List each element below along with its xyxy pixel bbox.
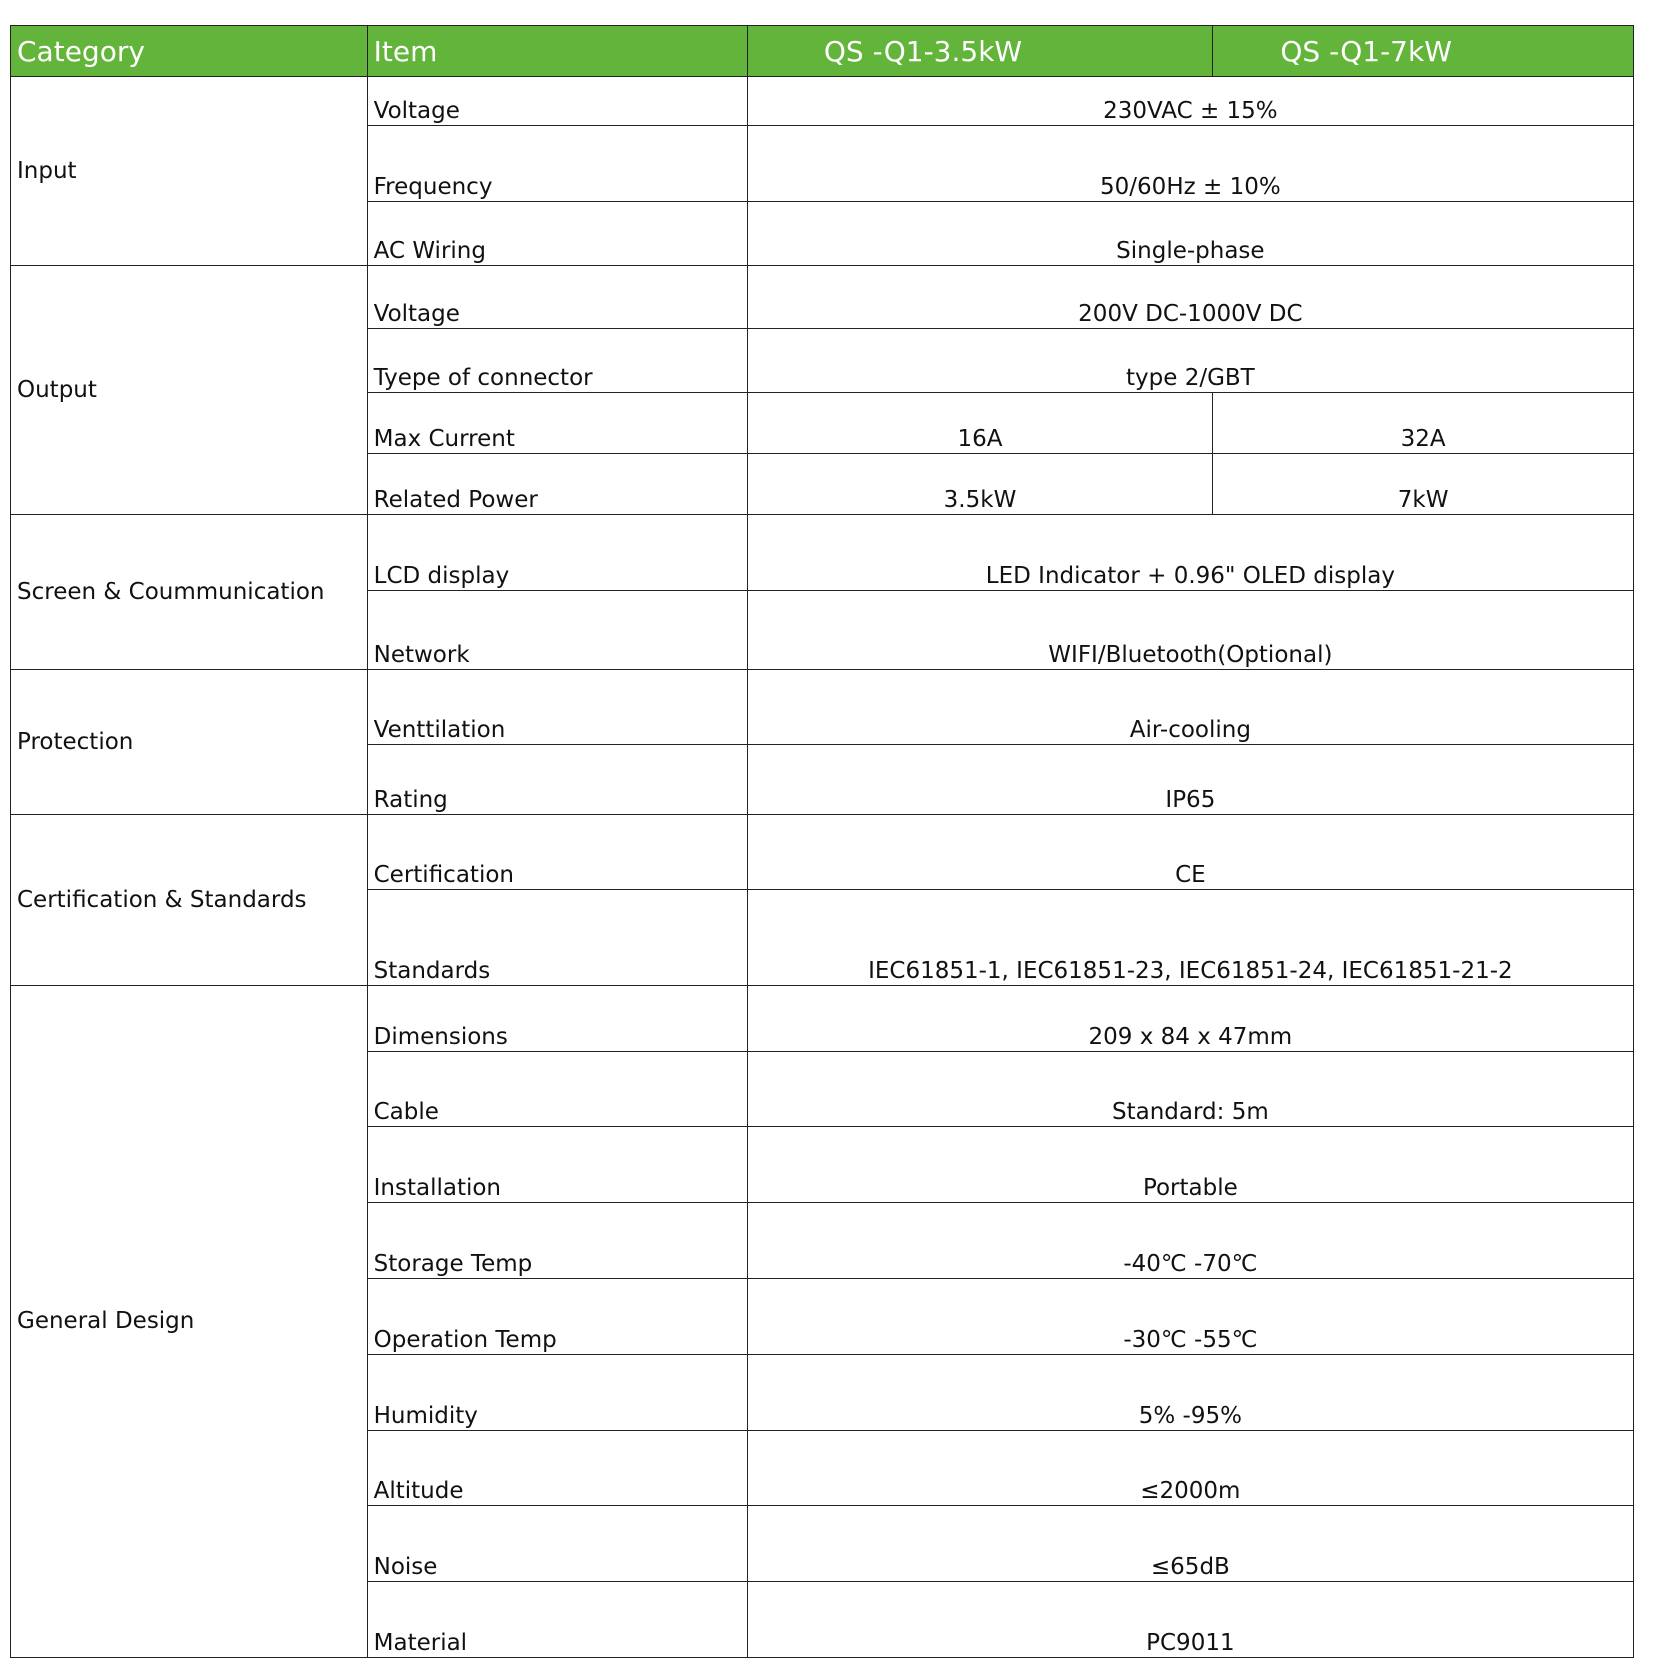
- item-cell: Noise: [367, 1505, 747, 1581]
- value-cell: Standard: 5m: [747, 1052, 1633, 1127]
- item-cell: Operation Temp: [367, 1278, 747, 1354]
- value-cell-model-a: 3.5kW: [747, 453, 1213, 514]
- value-cell: CE: [747, 815, 1633, 890]
- table-row: [11, 815, 1634, 890]
- item-cell: Rating: [367, 744, 747, 815]
- value-cell: LED Indicator + 0.96" OLED display: [747, 514, 1633, 590]
- value-cell-model-b: 7kW: [1213, 453, 1634, 514]
- header-model-a: QS -Q1-3.5kW: [747, 26, 1213, 77]
- header-item: Item: [367, 26, 747, 77]
- value-cell: Single-phase: [747, 202, 1633, 266]
- value-cell: 5% -95%: [747, 1354, 1633, 1430]
- item-cell: AC Wiring: [367, 202, 747, 266]
- item-cell: Certification: [367, 815, 747, 890]
- value-cell: -30℃ -55℃: [747, 1278, 1633, 1354]
- value-cell: IP65: [747, 744, 1633, 815]
- spec-table: [10, 25, 1634, 1658]
- item-cell: Humidity: [367, 1354, 747, 1430]
- category-cell: General Design: [11, 985, 368, 1657]
- item-cell: Max Current: [367, 392, 747, 453]
- value-cell: -40℃ -70℃: [747, 1202, 1633, 1278]
- header-model-b: QS -Q1-7kW: [1213, 26, 1634, 77]
- table-row: [11, 669, 1634, 744]
- category-cell: Certification & Standards: [11, 815, 368, 985]
- item-cell: Venttilation: [367, 669, 747, 744]
- category-cell: Protection: [11, 669, 368, 815]
- item-cell: Installation: [367, 1126, 747, 1202]
- value-cell: ≤2000m: [747, 1430, 1633, 1505]
- item-cell: Cable: [367, 1052, 747, 1127]
- value-cell: Portable: [747, 1126, 1633, 1202]
- value-cell-model-b: 32A: [1213, 392, 1634, 453]
- value-cell: Air-cooling: [747, 669, 1633, 744]
- value-cell: IEC61851-1, IEC61851-23, IEC61851-24, IEC61851-21-2: [747, 890, 1633, 985]
- category-cell: Input: [11, 77, 368, 266]
- value-cell: 209 x 84 x 47mm: [747, 985, 1633, 1051]
- header-row: [11, 26, 1634, 77]
- value-cell: ≤65dB: [747, 1505, 1633, 1581]
- item-cell: Material: [367, 1581, 747, 1657]
- item-cell: Tyepe of connector: [367, 328, 747, 392]
- value-cell: PC9011: [747, 1581, 1633, 1657]
- item-cell: Dimensions: [367, 985, 747, 1051]
- spec-body: [11, 77, 1634, 1658]
- value-cell: 230VAC ± 15%: [747, 77, 1633, 126]
- item-cell: Storage Temp: [367, 1202, 747, 1278]
- value-cell: type 2/GBT: [747, 328, 1633, 392]
- item-cell: Altitude: [367, 1430, 747, 1505]
- item-cell: Network: [367, 590, 747, 669]
- table-row: [11, 266, 1634, 328]
- item-cell: Frequency: [367, 126, 747, 202]
- category-cell: Screen & Coummunication: [11, 514, 368, 669]
- category-cell: Output: [11, 266, 368, 514]
- item-cell: Standards: [367, 890, 747, 985]
- item-cell: Related Power: [367, 453, 747, 514]
- value-cell: WIFI/Bluetooth(Optional): [747, 590, 1633, 669]
- value-cell: 200V DC-1000V DC: [747, 266, 1633, 328]
- item-cell: LCD display: [367, 514, 747, 590]
- table-row: [11, 985, 1634, 1051]
- item-cell: Voltage: [367, 266, 747, 328]
- value-cell-model-a: 16A: [747, 392, 1213, 453]
- item-cell: Voltage: [367, 77, 747, 126]
- header-category: Category: [11, 26, 368, 77]
- table-row: [11, 514, 1634, 590]
- value-cell: 50/60Hz ± 10%: [747, 126, 1633, 202]
- table-row: [11, 77, 1634, 126]
